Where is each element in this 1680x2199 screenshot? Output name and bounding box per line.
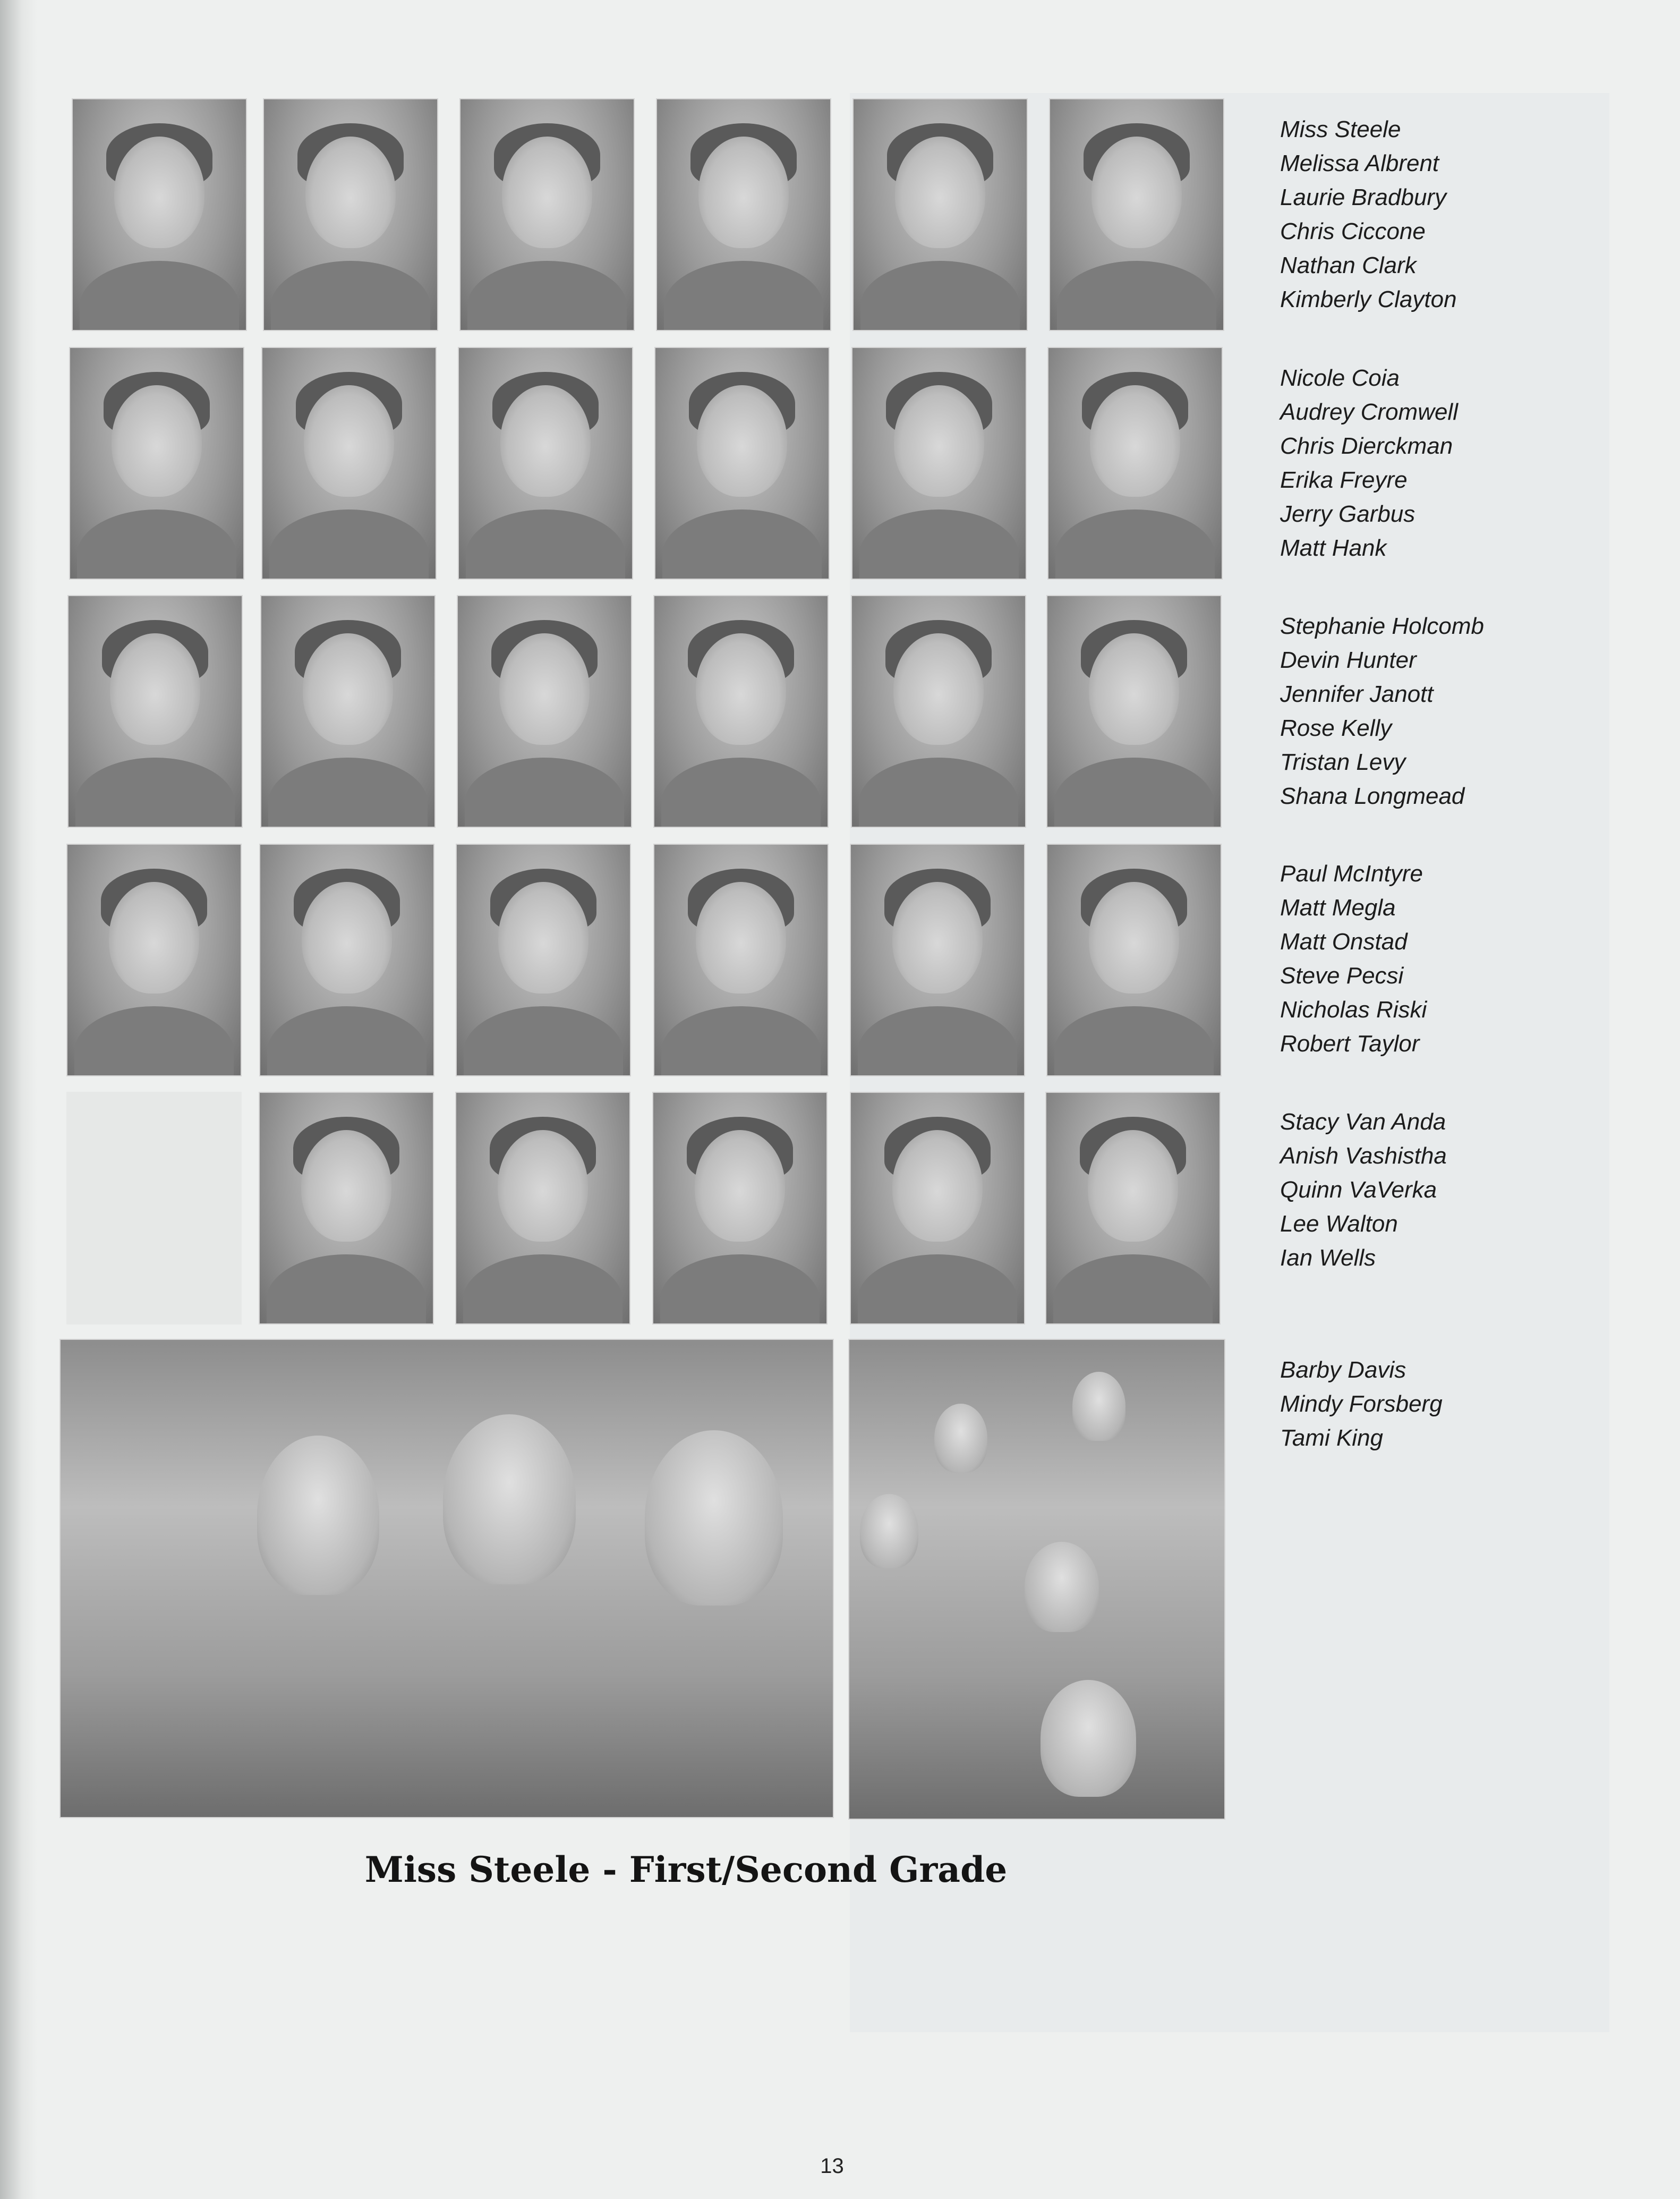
name-entry: Steve Pecsi xyxy=(1280,963,1404,989)
portrait-photo xyxy=(66,844,242,1076)
portrait-photo xyxy=(261,347,437,580)
portrait-photo xyxy=(654,347,830,580)
name-entry: Mindy Forsberg xyxy=(1280,1391,1443,1417)
portrait-photo xyxy=(850,1092,1025,1325)
name-entry: Chris Ciccone xyxy=(1280,218,1426,244)
portrait-photo xyxy=(459,98,635,331)
page-number: 13 xyxy=(820,2154,844,2178)
name-entry: Tristan Levy xyxy=(1280,749,1406,775)
name-entry: Matt Onstad xyxy=(1280,929,1408,955)
portrait-photo xyxy=(852,98,1028,331)
empty-portrait-slot xyxy=(66,1092,242,1325)
name-entry: Anish Vashistha xyxy=(1280,1143,1447,1169)
portrait-photo xyxy=(457,595,632,828)
name-entry: Matt Hank xyxy=(1280,535,1387,561)
name-entry: Lee Walton xyxy=(1280,1211,1398,1237)
page-caption: Miss Steele - First/Second Grade xyxy=(364,1849,1008,1890)
name-entry: Matt Megla xyxy=(1280,895,1396,921)
name-entry: Erika Freyre xyxy=(1280,467,1408,493)
name-list-candids xyxy=(1280,1353,1443,1455)
portrait-photo xyxy=(653,595,829,828)
portrait-photo xyxy=(1046,844,1222,1076)
portrait-photo xyxy=(67,595,243,828)
portrait-photo xyxy=(69,347,244,580)
portrait-photo xyxy=(652,1092,828,1325)
name-entry: Barby Davis xyxy=(1280,1357,1406,1383)
name-entry: Ian Wells xyxy=(1280,1245,1376,1271)
name-entry: Paul McIntyre xyxy=(1280,861,1423,887)
portrait-photo xyxy=(1047,347,1223,580)
portrait-photo xyxy=(259,844,434,1076)
name-list-row-2 xyxy=(1280,361,1458,565)
portrait-photo xyxy=(263,98,438,331)
name-entry: Kimberly Clayton xyxy=(1280,286,1457,312)
name-list-row-4 xyxy=(1280,857,1427,1061)
name-entry: Melissa Albrent xyxy=(1280,150,1439,176)
portrait-photo xyxy=(456,844,631,1076)
name-entry: Nicholas Riski xyxy=(1280,997,1427,1023)
name-entry: Nicole Coia xyxy=(1280,365,1400,391)
name-entry: Miss Steele xyxy=(1280,116,1401,142)
name-entry: Jerry Garbus xyxy=(1280,501,1415,527)
portrait-photo xyxy=(458,347,633,580)
portrait-photo xyxy=(1045,1092,1221,1325)
candid-photo-three-girls xyxy=(59,1339,834,1818)
name-entry: Devin Hunter xyxy=(1280,647,1417,673)
portrait-photo xyxy=(653,844,829,1076)
portrait-photo xyxy=(1046,595,1222,828)
portrait-photo xyxy=(850,844,1025,1076)
name-list-row-5 xyxy=(1280,1105,1447,1275)
name-entry: Nathan Clark xyxy=(1280,252,1417,278)
portrait-photo xyxy=(455,1092,630,1325)
portrait-photo xyxy=(851,595,1026,828)
name-entry: Chris Dierckman xyxy=(1280,433,1453,459)
name-entry: Tami King xyxy=(1280,1425,1384,1451)
portrait-photo xyxy=(260,595,436,828)
candid-photo-class-outdoors xyxy=(848,1339,1225,1820)
portrait-photo xyxy=(72,98,247,331)
name-entry: Stephanie Holcomb xyxy=(1280,613,1485,639)
name-entry: Robert Taylor xyxy=(1280,1031,1420,1057)
name-entry: Quinn VaVerka xyxy=(1280,1177,1437,1203)
name-entry: Audrey Cromwell xyxy=(1280,399,1458,425)
name-entry: Laurie Bradbury xyxy=(1280,184,1447,210)
name-entry: Jennifer Janott xyxy=(1280,681,1434,707)
name-list-row-3 xyxy=(1280,609,1484,813)
name-entry: Rose Kelly xyxy=(1280,715,1392,741)
name-entry: Stacy Van Anda xyxy=(1280,1109,1446,1135)
portrait-photo xyxy=(259,1092,434,1325)
portrait-photo xyxy=(1049,98,1224,331)
portrait-photo xyxy=(656,98,831,331)
name-list-row-1 xyxy=(1280,113,1457,317)
portrait-photo xyxy=(851,347,1027,580)
name-entry: Shana Longmead xyxy=(1280,783,1465,809)
